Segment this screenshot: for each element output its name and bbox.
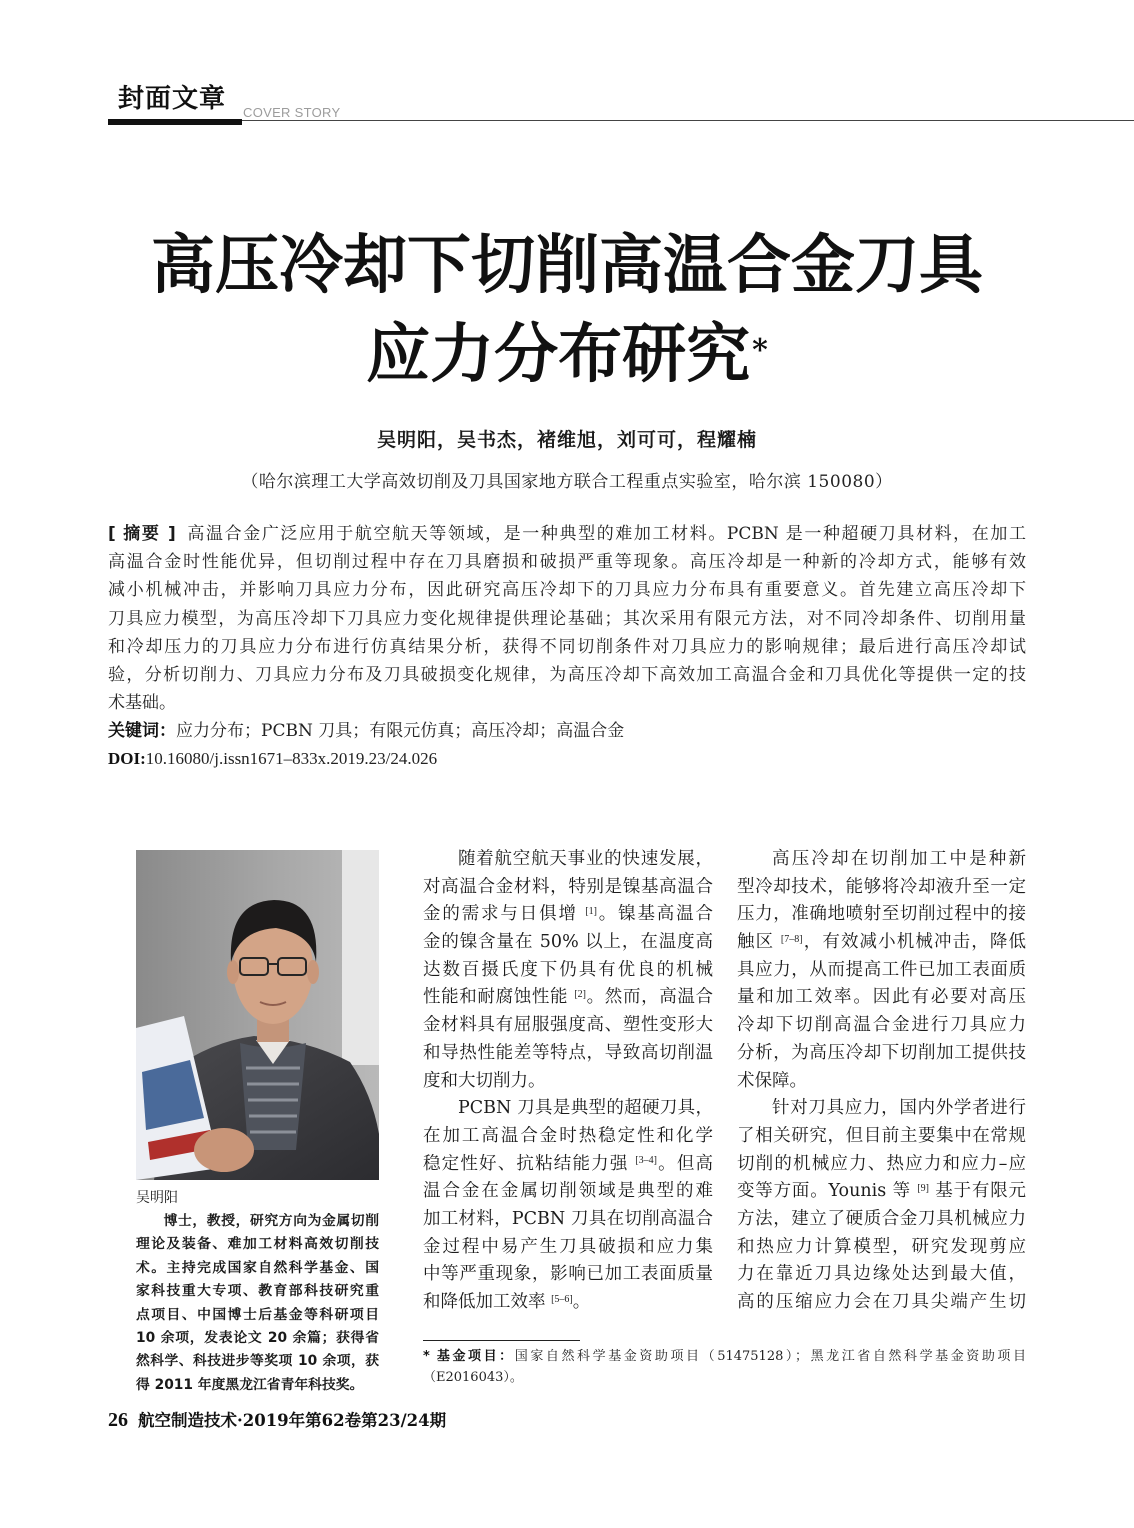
body-text-line: 冷却下切削高温合金进行刀具应力	[737, 1015, 1026, 1036]
body-text-line: 温合金在金属切削领域是典型的难	[423, 1181, 713, 1202]
body-text-line: 加工材料，PCBN 刀具在切削高温合	[423, 1208, 713, 1229]
abstract-line: 验，分析切削力、刀具应力分布及刀具破损变化规律，为高压冷却下高效加工高温合金和刀具优化等提供一定的技	[108, 664, 1026, 685]
author-name-caption: 吴明阳	[136, 1190, 178, 1206]
doi-label: DOI:	[108, 749, 146, 768]
abstract-line: 高温合金时性能优异，但切削过程中存在刀具磨损和破损严重等现象。高压冷却是一种新的冷却方式，能够有效	[108, 552, 1026, 573]
author-bio-line: 得 2011 年度黑龙江省青年科技奖。	[136, 1376, 364, 1393]
section-subtitle: COVER STORY	[243, 105, 341, 120]
author-photo	[136, 850, 379, 1180]
body-text-line: 具应力，从而提高工件已加工表面质	[737, 959, 1026, 980]
section-bar	[108, 119, 242, 125]
body-text-line: 和导热性能差等特点，导致高切削温	[423, 1042, 713, 1063]
author-list: 吴明阳，吴书杰，褚维旭，刘可可，程耀楠	[376, 429, 757, 451]
doi	[108, 745, 1026, 773]
body-text-line: 量和加工效率。因此有必要对高压	[737, 987, 1026, 1008]
header-rule	[242, 120, 1134, 121]
footnote-label: * 基金项目：	[423, 1349, 515, 1364]
footnote	[423, 1346, 1026, 1388]
page-footer	[108, 1406, 446, 1435]
body-text-line: 变等方面。Younis 等 [9] 基于有限元	[737, 1181, 1026, 1202]
abstract-line: 刀具应力模型，为高压冷却下刀具应力变化规律提供理论基础；其次采用有限元方法，对不同冷却条件、切削用量	[108, 608, 1026, 629]
article-title-line-2	[0, 319, 1134, 391]
abstract-label: [ 摘要 ]	[108, 524, 176, 544]
body-text-line: 高的压缩应力会在刀具尖端产生切	[737, 1292, 1026, 1312]
abstract-line: 减小机械冲击，并影响刀具应力分布，因此研究高压冷却下的刀具应力分布具有重要意义。首先建立高压冷却下	[108, 580, 1026, 601]
body-text-line: 力在靠近刀具边缘处达到最大值，	[737, 1264, 1026, 1285]
abstract-line: [ 摘要 ] 高温合金广泛应用于航空航天等领域，是一种典型的难加工材料。PCBN 是一种超硬刀具材料，在加工	[108, 524, 1026, 544]
citation-ref: [3–4]	[635, 1155, 657, 1167]
body-text-line: 稳定性好、抗粘结能力强 [3–4]。但高	[423, 1153, 713, 1174]
body-text-line: 触区 [7–8]，有效减小机械冲击，降低	[737, 932, 1026, 953]
author-bio-line: 10 余项，发表论文 20 余篇；获得省	[136, 1329, 379, 1346]
author-bio-line: 理论及装备、难加工材料高效切削技	[136, 1236, 379, 1253]
body-text-line: 在加工高温合金时热稳定性和化学	[423, 1125, 713, 1146]
body-text-line: 金材料具有屈服强度高、塑性变形大	[423, 1015, 713, 1036]
body-text-line: 和降低加工效率 [5–6]。	[423, 1292, 591, 1312]
section-title: 封面文章	[118, 84, 227, 114]
citation-ref: [2]	[574, 988, 587, 1000]
person-hand	[194, 1128, 254, 1172]
citation-ref: [9]	[917, 1182, 929, 1194]
body-text-line: 针对刀具应力，国内外学者进行	[772, 1098, 1026, 1119]
photo-wall-light	[342, 850, 379, 1065]
author-bio-line: 博士，教授，研究方向为金属切削	[163, 1213, 379, 1229]
body-text-line: 了相关研究，但目前主要集中在常规	[737, 1125, 1026, 1146]
author-bio-line: 术。主持完成国家自然科学基金、国	[136, 1259, 379, 1276]
body-text-line: 达数百摄氏度下仍具有优良的机械	[423, 959, 713, 980]
body-text-line: 性能和耐腐蚀性能 [2]。然而，高温合	[423, 987, 713, 1008]
doi-value: 10.16080/j.issn1671–833x.2019.23/24.026	[145, 749, 438, 768]
footnote-line: （E2016043）。	[423, 1370, 523, 1385]
body-text-line: 金的镍含量在 50% 以上，在温度高	[423, 932, 713, 953]
title-footnote-mark: *	[752, 333, 768, 368]
body-text-line: 金过程中易产生刀具破损和应力集	[423, 1236, 713, 1257]
body-column-left	[423, 846, 713, 1317]
author-bio	[136, 1210, 379, 1397]
citation-ref: [7–8]	[780, 933, 803, 945]
citation-ref: [5–6]	[551, 1293, 573, 1305]
body-text-line: 术保障。	[737, 1070, 807, 1091]
abstract-line: 和冷却压力的刀具应力分布进行仿真结果分析，获得不同切削条件对刀具应力的影响规律；最后进行高压冷却试	[108, 636, 1026, 657]
author-photo-image	[136, 850, 379, 1180]
keywords-text: 应力分布；PCBN 刀具；有限元仿真；高压冷却；高温合金	[176, 721, 625, 741]
body-column-right	[737, 846, 1026, 1317]
body-text-line: 随着航空航天事业的快速发展，	[458, 849, 713, 869]
article-title-text: 应力分布研究	[366, 317, 751, 392]
body-text-line: 方法，建立了硬质合金刀具机械应力	[737, 1208, 1026, 1229]
affiliation: （哈尔滨理工大学高效切削及刀具国家地方联合工程重点实验室，哈尔滨 150080）	[241, 472, 893, 492]
author-bio-line: 家科技重大专项、教育部科技研究重	[136, 1283, 379, 1300]
citation-ref: [1]	[585, 905, 597, 917]
body-text-line: 型冷却技术，能够将冷却液升至一定	[737, 876, 1026, 897]
person-ear-left	[227, 960, 239, 984]
keywords	[108, 717, 1026, 745]
body-text-line: 度和大切削力。	[423, 1070, 546, 1091]
page-number: 26	[108, 1409, 128, 1431]
author-bio-line: 然科学、科技进步等奖项 10 余项，获	[136, 1353, 379, 1370]
abstract	[108, 520, 1026, 717]
body-text-line: 金的需求与日俱增 [1]。镍基高温合	[423, 904, 713, 925]
body-text-line: 高压冷却在切削加工中是种新	[772, 849, 1026, 869]
article-title-line-1: 高压冷却下切削高温合金刀具	[151, 228, 983, 303]
body-text-line: 和热应力计算模型，研究发现剪应	[737, 1236, 1026, 1257]
abstract-line: 术基础。	[108, 693, 176, 714]
body-text-line: 中等严重现象，影响已加工表面质量	[423, 1264, 713, 1285]
body-text-line: 对高温合金材料，特别是镍基高温合	[423, 876, 713, 897]
footnote-line: * 基金项目：国家自然科学基金资助项目（51475128）；黑龙江省自然科学基金资助项目	[423, 1349, 1026, 1364]
person-ear-right	[307, 960, 319, 984]
journal-info: 航空制造技术·2019年第62卷第23/24期	[138, 1411, 447, 1430]
body-text-line: PCBN 刀具是典型的超硬刀具，	[458, 1098, 713, 1119]
body-text-line: 压力，准确地喷射至切削过程中的接	[737, 904, 1026, 925]
author-bio-line: 点项目、中国博士后基金等科研项目	[136, 1306, 379, 1323]
body-text-line: 分析，为高压冷却下切削加工提供技	[737, 1042, 1026, 1063]
footnote-rule	[423, 1340, 580, 1341]
body-text-line: 切削的机械应力、热应力和应力–应	[737, 1153, 1026, 1174]
keywords-label: 关键词：	[108, 721, 176, 741]
